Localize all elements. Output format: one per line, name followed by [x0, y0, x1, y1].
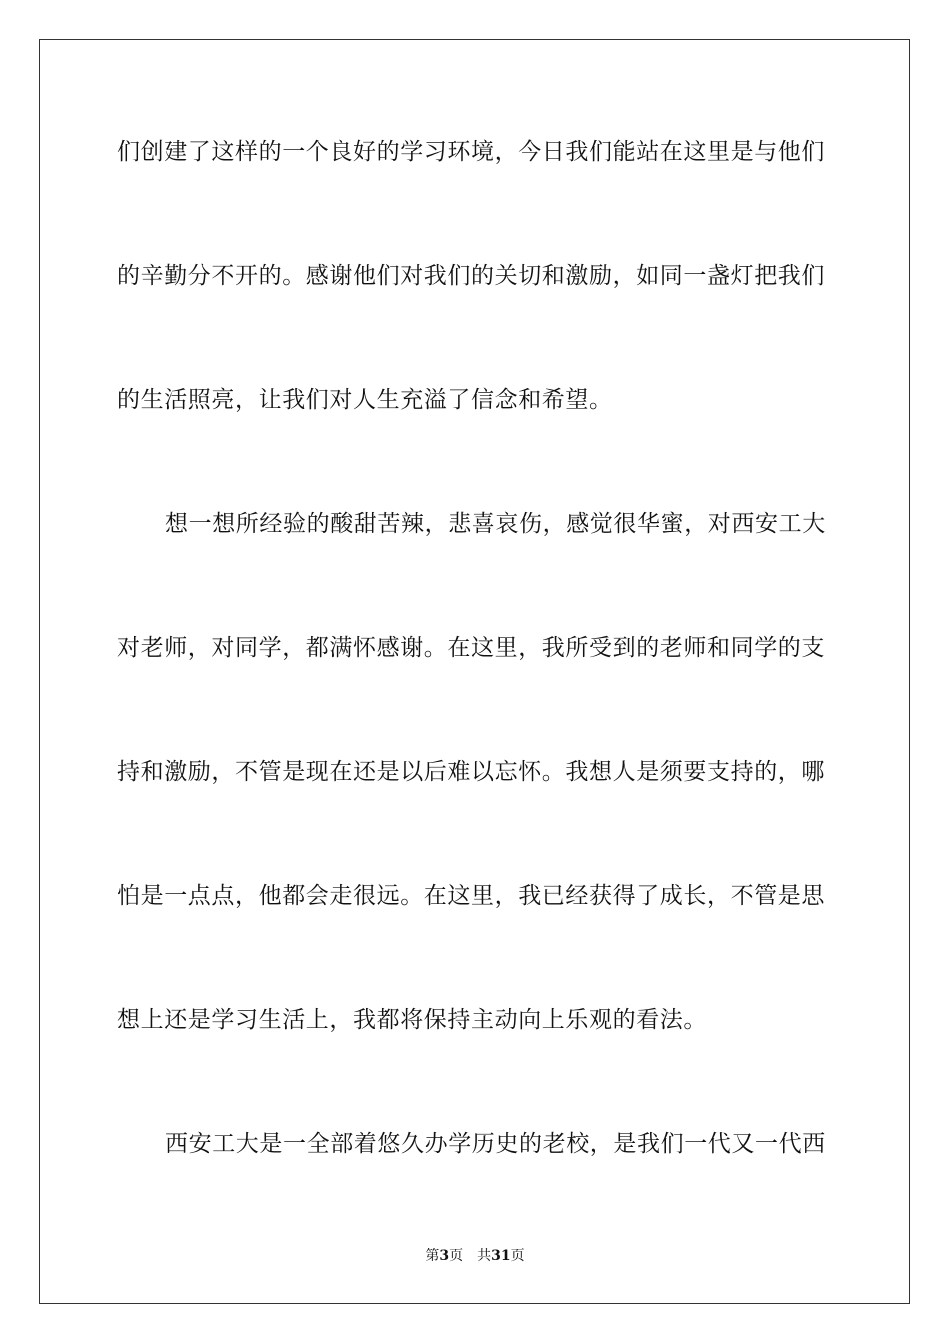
text-line-1: 们创建了这样的一个良好的学习环境，今日我们能站在这里是与他们	[117, 139, 825, 165]
page-number: 3	[439, 1248, 450, 1264]
page-frame	[39, 39, 910, 1304]
total-pages: 31	[491, 1248, 511, 1264]
total-prefix: 共	[477, 1248, 492, 1264]
text-line-6: 持和激励，不管是现在还是以后难以忘怀。我想人是须要支持的，哪	[117, 759, 825, 785]
total-suffix: 页	[510, 1248, 525, 1264]
paragraph-start-line-9: 西安工大是一全部着悠久办学历史的老校，是我们一代又一代西	[165, 1131, 826, 1157]
page-footer	[0, 1247, 950, 1265]
paragraph-start-line-4: 想一想所经验的酸甜苦辣，悲喜哀伤，感觉很华蜜，对西安工大	[165, 511, 826, 537]
page-prefix: 第	[425, 1248, 440, 1264]
text-line-8: 想上还是学习生活上，我都将保持主动向上乐观的看法。	[117, 1007, 707, 1033]
page-suffix: 页	[449, 1248, 464, 1264]
text-line-2: 的辛勤分不开的。感谢他们对我们的关切和激励，如同一盏灯把我们	[117, 263, 825, 289]
text-line-7: 怕是一点点，他都会走很远。在这里，我已经获得了成长，不管是思	[117, 883, 825, 909]
text-line-5: 对老师，对同学，都满怀感谢。在这里，我所受到的老师和同学的支	[117, 635, 825, 661]
text-line-3: 的生活照亮，让我们对人生充溢了信念和希望。	[117, 387, 613, 413]
